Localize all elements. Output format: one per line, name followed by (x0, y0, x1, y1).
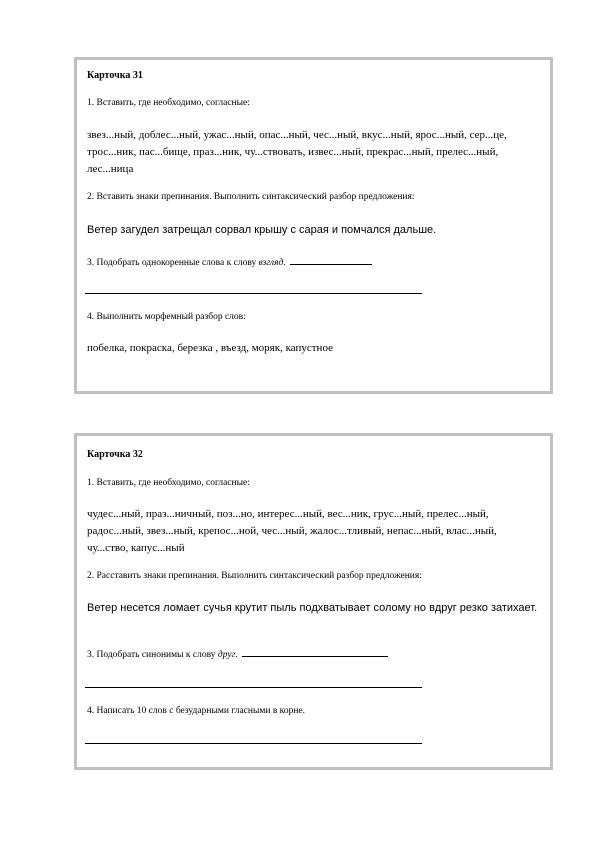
answer-line (85, 687, 422, 688)
card-31 (74, 57, 553, 394)
answer-line (85, 293, 422, 294)
task-3-word: взгляд (258, 258, 284, 268)
task-4: 4. Выполнить морфемный разбор слов: (87, 312, 246, 322)
answer-blank (290, 255, 372, 265)
task-1-words: звез...ный, доблес...ный, ужас...ный, опас...ный, чес...ный, вкус...ный, ярос...ный, сер...це, трос...ник, пас...бище, праз...ник, чу...ствовать, извес...ный, прекрас...ный, прелес...ный, лес...ница (87, 129, 507, 175)
task-3 (87, 255, 540, 268)
task-2-sentence: Ветер несется ломает сучья крутит пыль подхватывает солому но вдруг резко затихает. (87, 602, 538, 614)
card-32 (74, 433, 553, 770)
task-4: 4. Написать 10 слов с безударными гласными в корне. (87, 706, 305, 716)
task-3-prefix: 3. Подобрать однокоренные слова к слову (87, 258, 259, 268)
task-3 (87, 647, 540, 660)
task-3-word: друг (217, 650, 236, 660)
task-1-words: чудес...ный, праз...ничный, поз...но, интерес...ный, вес...ник, грус...ный, прелес...ный, радос...ный, звез...ный, крепос...ной, чес...ный, жалос...тливый, непас...ный, влас...ный, чу...ство, капус...ный (87, 508, 497, 554)
task-1: 1. Вставить, где необходимо, согласные: (87, 478, 250, 488)
task-3-suffix: . (235, 650, 238, 660)
task-3-prefix: 3. Подобрать синонимы к слову (87, 650, 218, 660)
card-title: Карточка 32 (87, 449, 143, 460)
task-1: 1. Вставить, где необходимо, согласные: (87, 98, 250, 108)
task-4-words: побелка, покраска, березка , въезд, моряк, капустное (87, 342, 333, 354)
task-2: 2. Вставить знаки препинания. Выполнить синтаксический разбор предложения: (87, 192, 415, 202)
answer-blank (242, 647, 388, 657)
task-2-sentence: Ветер загудел затрещал сорвал крышу с сарая и помчался дальше. (87, 224, 437, 236)
task-2: 2. Расставить знаки препинания. Выполнить синтаксический разбор предложения: (87, 571, 422, 581)
answer-line (85, 743, 422, 744)
task-3-suffix: . (283, 258, 286, 268)
card-title: Карточка 31 (87, 70, 143, 81)
